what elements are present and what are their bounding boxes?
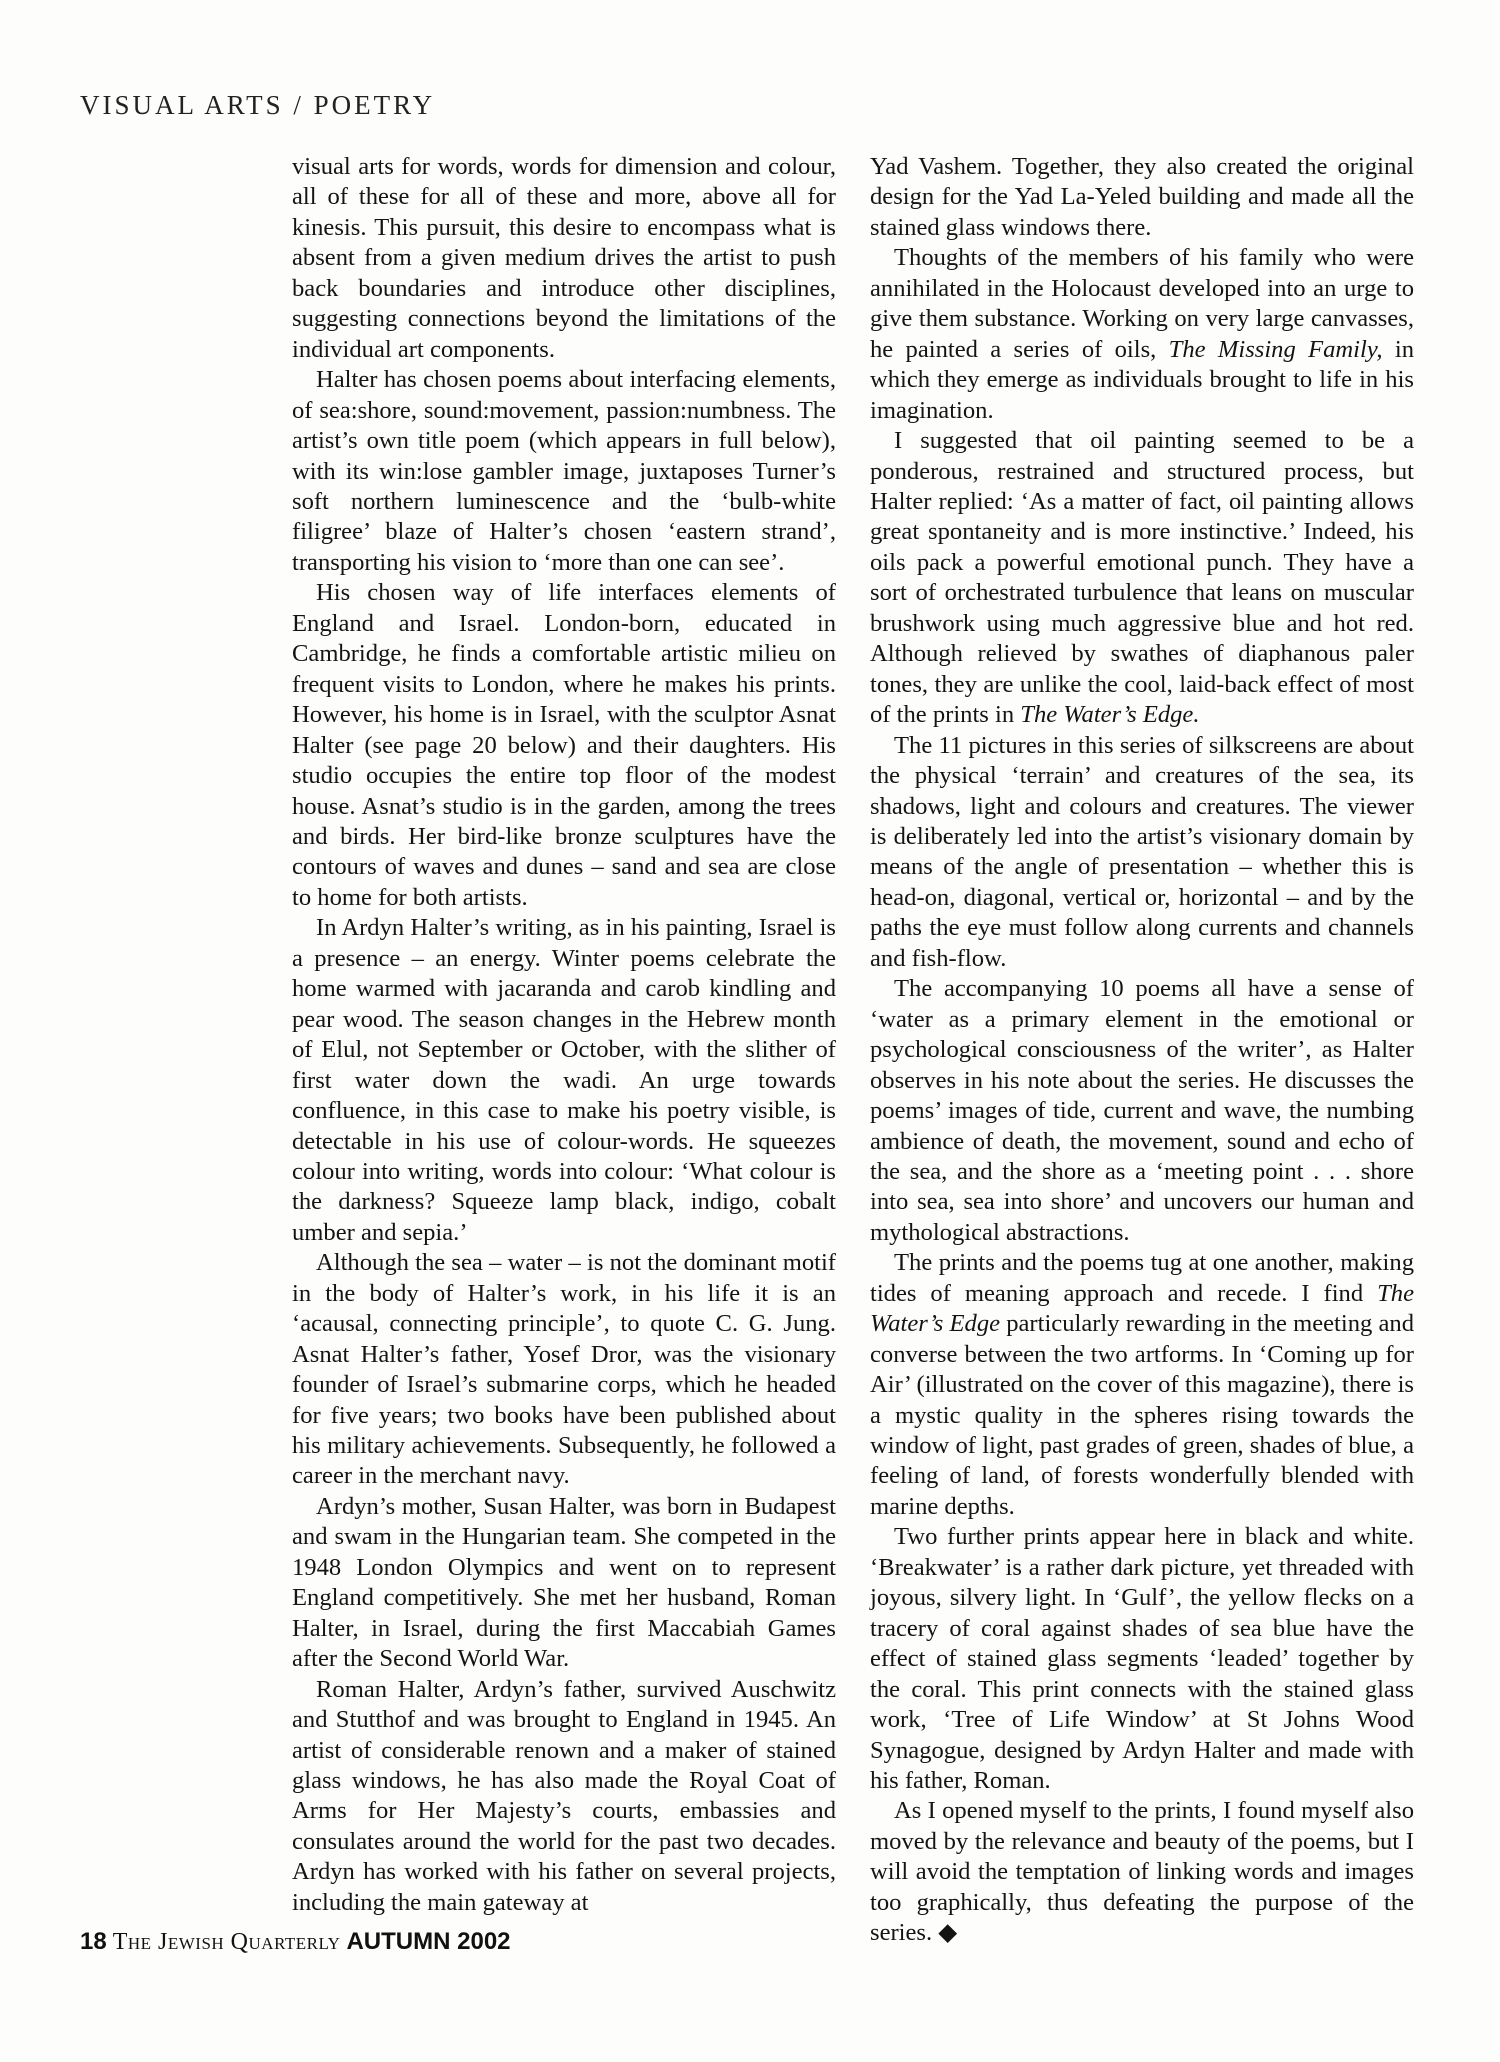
article-paragraph — [870, 426, 1414, 731]
article-paragraph: His chosen way of life interfaces elements of England and Israel. London-born, educated in Cambridge, he finds a comfortable artistic milieu on frequent visits to London, where he makes his prints. However, his home is in Israel, with the sculptor Asnat Halter (see page 20 below) and their daughters. His studio occupies the entire top floor of the modest house. Asnat’s studio is in the garden, among the trees and birds. Her bird-like bronze sculptures have the contours of waves and dunes – sand and sea are close to home for both artists. — [292, 579, 836, 911]
page-number: 18 — [80, 1928, 107, 1955]
article-column-right — [870, 152, 1414, 1949]
article-paragraph — [870, 243, 1414, 426]
article-paragraph: Although the sea – water – is not the dominant motif in the body of Halter’s work, in his life it is an ‘acausal, connecting principle’, to quote C. G. Jung. Asnat Halter’s father, Yosef Dror, was the visionary founder of Israel’s submarine corps, which he headed for five years; two books have been published about his military achievements. Subsequently, he followed a career in the merchant navy. — [292, 1249, 836, 1490]
article-paragraph: Ardyn’s mother, Susan Halter, was born in Budapest and swam in the Hungarian team. She competed in the 1948 London Olympics and went on to represent England competitively. She met her husband, Roman Halter, in Israel, during the first Maccabiah Games after the Second World War. — [292, 1492, 836, 1673]
paragraph-text: particularly rewarding in the meeting and converse between the two artforms. In ‘Coming up for Air’ (illustrated on the cover of this magazine), there is a mystic quality in the spheres rising towards the window of light, past grades of green, shades of blue, a feeling of land, of forests wonderfully blended with marine depths. — [870, 1310, 1414, 1520]
article-paragraph: visual arts for words, words for dimension and colour, all of these for all of these and more, above all for kinesis. This pursuit, this desire to encompass what is absent from a given medium drives the artist to push back boundaries and introduce other disciplines, suggesting connections beyond the limitations of the individual art components. — [292, 153, 836, 363]
article-paragraph — [870, 1248, 1414, 1522]
issue-date: AUTUMN 2002 — [346, 1928, 511, 1955]
paragraph-text: The prints and the poems tug at one another, making tides of meaning approach and recede. I find — [870, 1249, 1414, 1307]
article-paragraph: Roman Halter, Ardyn’s father, survived Auschwitz and Stutthof and was brought to England in 1945. An artist of considerable renown and a maker of stained glass windows, he has also made the Royal Coat of Arms for Her Majesty’s courts, embassies and consulates around the world for the past two decades. Ardyn has worked with his father on several projects, including the main gateway at — [292, 1675, 836, 1916]
section-header: VISUAL ARTS / POETRY — [80, 90, 436, 120]
artwork-title: The Water’s Edge — [870, 1279, 1414, 1338]
page-footer — [80, 1928, 511, 1956]
paragraph-text: Thoughts of the members of his family who were annihilated in the Holocaust developed into an urge to give them substance. Working on very large canvasses, he painted a series of oils, — [870, 244, 1414, 363]
artwork-title: The Missing Family, — [1168, 335, 1383, 363]
article-paragraph: Halter has chosen poems about interfacing elements, of sea:shore, sound:movement, passion:numbness. The artist’s own title poem (which appears in full below), with its win:lose gambler image, juxtaposes Turner’s soft northern luminescence and the ‘bulb-white filigree’ blaze of Halter’s chosen ‘eastern strand’, transporting his vision to ‘more than one can see’. — [292, 366, 836, 576]
paragraph-text: in which they emerge as individuals brought to life in his imagination. — [870, 335, 1415, 424]
article-paragraph: Two further prints appear here in black and white. ‘Breakwater’ is a rather dark picture, yet threaded with joyous, silvery light. In ‘Gulf’, the yellow flecks on a tracery of coral against shades of sea blue have the effect of stained glass segments ‘leaded’ together by the coral. This print connects with the stained glass work, ‘Tree of Life Window’ at St Johns Wood Synagogue, designed by Ardyn Halter and made with his father, Roman. — [870, 1523, 1414, 1795]
magazine-name: The Jewish Quarterly — [112, 1929, 341, 1955]
article-paragraph: Yad Vashem. Together, they also created the original design for the Yad La-Yeled building and made all the stained glass windows there. — [870, 153, 1414, 241]
artwork-title: The Water’s Edge. — [1020, 701, 1200, 729]
article-column-left — [292, 152, 836, 1918]
article-paragraph: As I opened myself to the prints, I found myself also moved by the relevance and beauty of the poems, but I will avoid the temptation of linking words and images too graphically, thus defeating the purpose of the series. ◆ — [870, 1797, 1414, 1947]
article-paragraph: The accompanying 10 poems all have a sense of ‘water as a primary element in the emotional or psychological consciousness of the writer’, as Halter observes in his note about the series. He discusses the poems’ images of tide, current and wave, the numbing ambience of death, the movement, sound and echo of the sea, and the shore as a ‘meeting point . . . shore into sea, sea into shore’ and uncovers our human and mythological abstractions. — [870, 975, 1414, 1246]
article-paragraph: The 11 pictures in this series of silkscreens are about the physical ‘terrain’ and creatures of the sea, its shadows, light and colours and creatures. The viewer is deliberately led into the artist’s visionary domain by means of the angle of presentation – whether this is head-on, diagonal, vertical or, horizontal – and by the paths the eye must follow along currents and channels and fish-flow. — [870, 731, 1414, 972]
paragraph-text: I suggested that oil painting seemed to be a ponderous, restrained and structured process, but Halter replied: ‘As a matter of fact, oil painting allows great spontaneity and is more instinctive.’ Indeed, his oils pack a powerful emotional punch. They have a sort of orchestrated turbulence that leans on muscular brushwork using much aggressive blue and hot red. Although relieved by swathes of diaphanous paler tones, they are unlike the cool, laid-back effect of most of the prints in — [870, 427, 1414, 729]
article-paragraph: In Ardyn Halter’s writing, as in his painting, Israel is a presence – an energy. Winter poems celebrate the home warmed with jacaranda and carob kindling and pear wood. The season changes in the Hebrew month of Elul, not September or October, with the slither of first water down the wadi. An urge towards confluence, in this case to make his poetry visible, is detectable in his use of colour-words. He squeezes colour into writing, words into colour: ‘What colour is the darkness? Squeeze lamp black, indigo, cobalt umber and sepia.’ — [292, 914, 836, 1246]
